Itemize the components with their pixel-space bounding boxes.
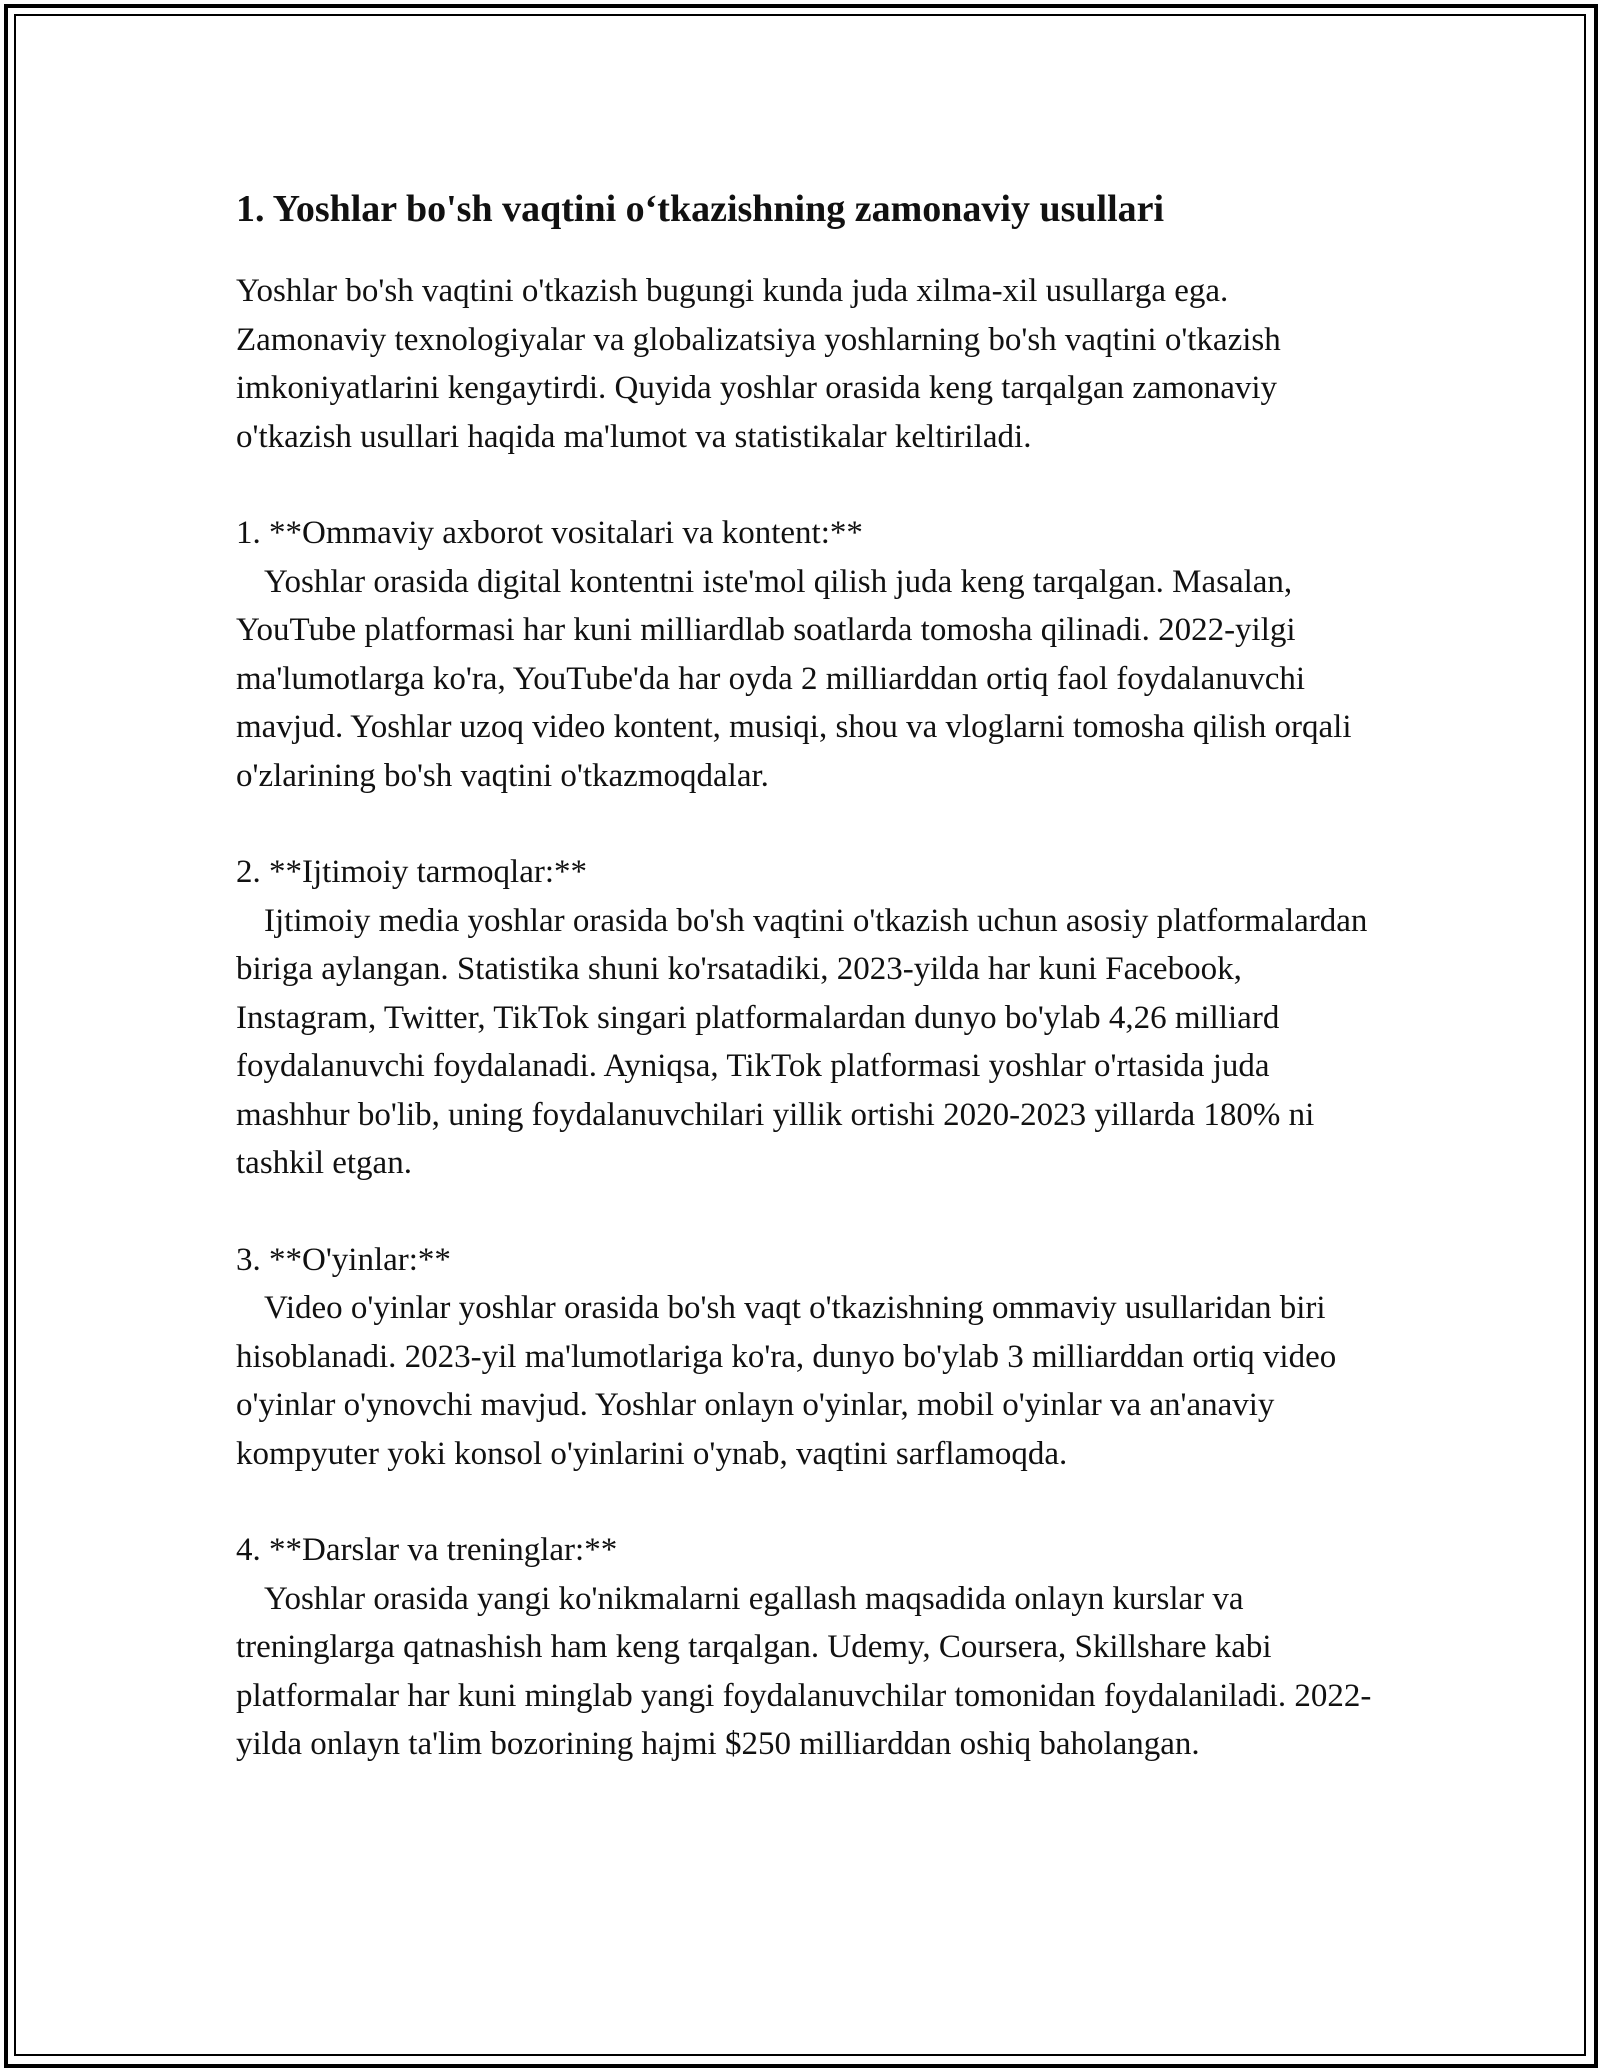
section-heading: 3. **O'yinlar:** <box>236 1241 451 1278</box>
section-heading: 4. **Darslar va treninglar:** <box>236 1532 618 1568</box>
section-heading: 2. **Ijtimoiy tarmoqlar:** <box>236 854 588 890</box>
section-body: Yoshlar orasida digital kontentni iste'mol qilish juda keng tarqalgan. Masalan, YouTube platformasi har kuni milliardlab soatlarda tomosha qilinadi. 2022-yilgi ma'lumotlarga ko'ra, YouTube'da har oyda 2 milliarddan ortiq faol foydalanuvchi mavjud. Yoshlar uzoq video kontent, musiqi, shou va vloglarni tomosha qilish orqali o'zlarining bo'sh vaqtini o'tkazmoqdalar. <box>236 563 1352 794</box>
section-heading: 1. **Ommaviy axborot vositalari va kontent:** <box>236 515 863 551</box>
intro-paragraph: Yoshlar bo'sh vaqtini o'tkazish bugungi kunda juda xilma-xil usullarga ega. Zamonaviy texnologiyalar va globalizatsiya yoshlarning bo'sh vaqtini o'tkazish imkoniyatlarini kengaytirdi. Quyida yoshlar orasida keng tarqalgan zamonaviy o'tkazish usullari haqida ma'lumot va statistikalar keltiriladi. <box>236 273 1281 455</box>
document-body <box>236 185 1386 1817</box>
section-media-content <box>236 509 1386 800</box>
section-courses-trainings <box>236 1526 1386 1769</box>
section-body: Ijtimoiy media yoshlar orasida bo'sh vaqtini o'tkazish uchun asosiy platformalardan biriga aylangan. Statistika shuni ko'rsatadiki, 2023-yilda har kuni Facebook, Instagram, Twitter, TikTok singari platformalardan dunyo bo'ylab 4,26 milliard foydalanuvchi foydalanadi. Ayniqsa, TikTok platformasi yoshlar o'rtasida juda mashhur bo'lib, uning foydalanuvchilari yillik ortishi 2020-2023 yillarda 180% ni tashkil etgan. <box>236 902 1368 1181</box>
document-title: 1. Yoshlar bo'sh vaqtini o‘tkazishning zamonaviy usullari <box>236 188 1165 230</box>
section-body: Yoshlar orasida yangi ko'nikmalarni egallash maqsadida onlayn kurslar va treninglarga qatnashish ham keng tarqalgan. Udemy, Coursera, Skillshare kabi platformalar har kuni minglab yangi foydalanuvchilar tomonidan foydalaniladi. 2022-yilda onlayn ta'lim bozorining hajmi $250 milliarddan oshiq baholangan. <box>236 1580 1372 1762</box>
section-games <box>236 1236 1386 1479</box>
section-social-networks <box>236 848 1386 1188</box>
section-body: Video o'yinlar yoshlar orasida bo'sh vaqt o'tkazishning ommaviy usullaridan biri hisoblanadi. 2023-yil ma'lumotlariga ko'ra, dunyo bo'ylab 3 milliarddan ortiq video o'yinlar o'ynovchi mavjud. Yoshlar onlayn o'yinlar, mobil o'yinlar va an'anaviy kompyuter yoki konsol o'yinlarini o'ynab, vaqtini sarflamoqda. <box>236 1290 1337 1472</box>
